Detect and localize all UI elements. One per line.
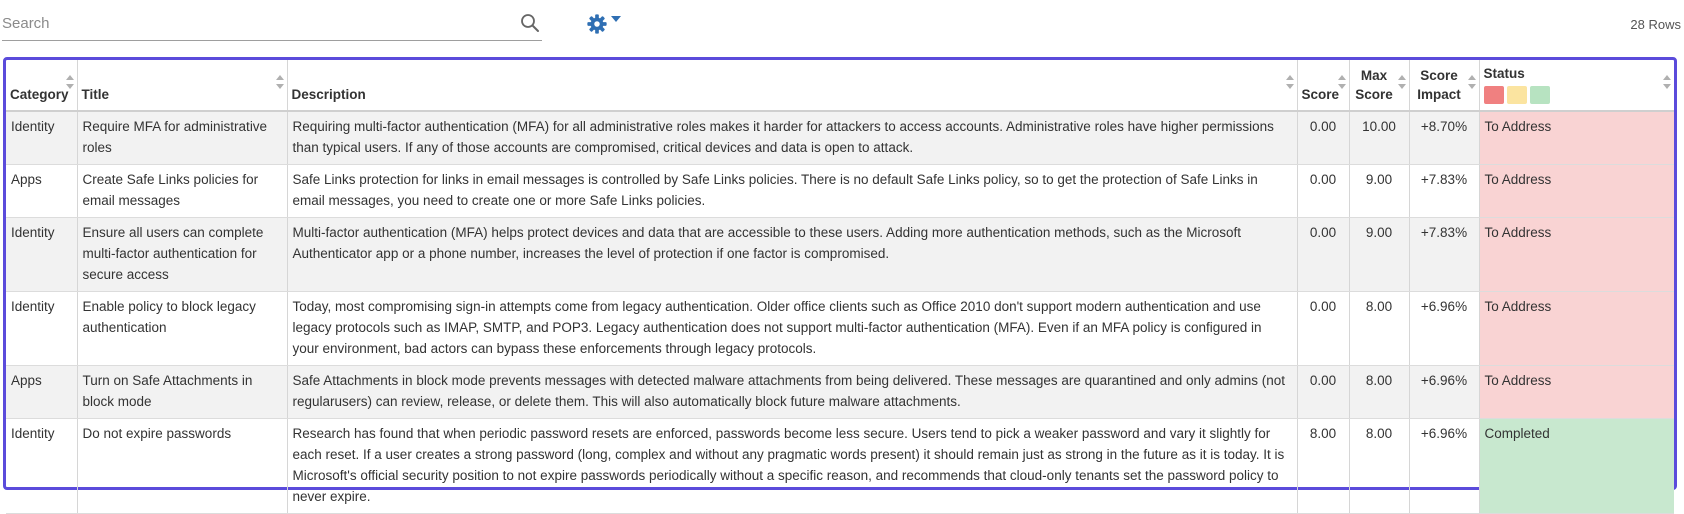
- header-row: [6, 60, 1674, 111]
- column-header-status[interactable]: Status: [1479, 60, 1674, 111]
- cell-description: Requiring multi-factor authentication (MFA) for all administrative roles makes it harder for attackers to access accounts. Administrative roles have higher permissions than typical users. If any of those accounts are compromised, critical devices and data is open to attack.: [287, 111, 1297, 165]
- sort-icon[interactable]: [1398, 74, 1406, 90]
- cell-category: Apps: [6, 366, 77, 419]
- sort-icon[interactable]: [1286, 74, 1294, 90]
- cell-score: 0.00: [1297, 218, 1349, 292]
- cell-status: To Address: [1479, 165, 1674, 218]
- cell-score-impact: +7.83%: [1409, 165, 1479, 218]
- cell-title: Require MFA for administrative roles: [77, 111, 287, 165]
- cell-score: 8.00: [1297, 419, 1349, 514]
- table-row[interactable]: [6, 366, 1674, 419]
- cell-score: 0.00: [1297, 366, 1349, 419]
- cell-title: Do not expire passwords: [77, 419, 287, 514]
- cell-title: Create Safe Links policies for email messages: [77, 165, 287, 218]
- cell-description: Today, most compromising sign-in attempts come from legacy authentication. Older office clients such as Office 2010 don't support modern authentication and use legacy protocols such as IMAP, SMTP, and POP3. Legacy authentication does not support multi-factor authentication (MFA). Even if an MFA policy is configured in your environment, bad actors can bypass these enforcements through legacy protocols.: [287, 292, 1297, 366]
- search-input[interactable]: [2, 8, 502, 38]
- column-header-score[interactable]: Score: [1297, 60, 1349, 111]
- settings-button[interactable]: [586, 12, 626, 36]
- sort-icon[interactable]: [66, 74, 74, 90]
- status-filter-completed[interactable]: [1530, 86, 1550, 104]
- cell-category: Identity: [6, 111, 77, 165]
- cell-max-score: 9.00: [1349, 218, 1409, 292]
- cell-max-score: 9.00: [1349, 165, 1409, 218]
- search-icon[interactable]: [520, 13, 540, 33]
- cell-max-score: 8.00: [1349, 292, 1409, 366]
- search-box: [2, 8, 542, 41]
- table-row[interactable]: [6, 419, 1674, 514]
- column-header-max-score[interactable]: Max Score: [1349, 60, 1409, 111]
- cell-status: To Address: [1479, 366, 1674, 419]
- table-row[interactable]: [6, 218, 1674, 292]
- cell-score-impact: +7.83%: [1409, 218, 1479, 292]
- cell-score: 0.00: [1297, 111, 1349, 165]
- cell-description: Multi-factor authentication (MFA) helps protect devices and data that are accessible to these users. Adding more authentication methods, such as the Microsoft Authenticator app or a phone number, increases the level of protection if one factor is compromised.: [287, 218, 1297, 292]
- column-header-score-impact[interactable]: Score Impact: [1409, 60, 1479, 111]
- table-row[interactable]: [6, 165, 1674, 218]
- cell-title: Turn on Safe Attachments in block mode: [77, 366, 287, 419]
- cell-score: 0.00: [1297, 165, 1349, 218]
- cell-score-impact: +8.70%: [1409, 111, 1479, 165]
- row-count: 28 Rows: [1630, 17, 1681, 32]
- sort-icon[interactable]: [1468, 74, 1476, 90]
- cell-status: To Address: [1479, 111, 1674, 165]
- status-filter-to-address[interactable]: [1484, 86, 1504, 104]
- cell-max-score: 8.00: [1349, 419, 1409, 514]
- cell-category: Apps: [6, 165, 77, 218]
- column-header-category[interactable]: Category: [6, 60, 77, 111]
- cell-status: To Address: [1479, 292, 1674, 366]
- cell-description: Safe Links protection for links in email messages is controlled by Safe Links policies. There is no default Safe Links policy, so to get the protection of Safe Links in email messages, you need to create one or more Safe Links policies.: [287, 165, 1297, 218]
- table-body: [6, 111, 1674, 514]
- sort-icon[interactable]: [1663, 74, 1671, 90]
- cell-status: Completed: [1479, 419, 1674, 514]
- cell-score-impact: +6.96%: [1409, 419, 1479, 514]
- cell-score: 0.00: [1297, 292, 1349, 366]
- status-filter-in-progress[interactable]: [1507, 86, 1527, 104]
- sort-icon[interactable]: [1338, 74, 1346, 90]
- cell-description: Safe Attachments in block mode prevents messages with detected malware attachments from being delivered. These messages are quarantined and only admins (not regularusers) can review, release, or delete them. This will also automatically block future malware attachments.: [287, 366, 1297, 419]
- cell-max-score: 8.00: [1349, 366, 1409, 419]
- scorecard-table: [3, 57, 1677, 504]
- column-header-description[interactable]: Description: [287, 60, 1297, 111]
- table-row[interactable]: [6, 111, 1674, 165]
- cell-category: Identity: [6, 419, 77, 514]
- sort-icon[interactable]: [276, 74, 284, 90]
- cell-description: Research has found that when periodic password resets are enforced, passwords become less secure. Users tend to pick a weaker password and vary it slightly for each reset. If a user creates a strong password (long, complex and without any pragmatic words present) it should remain just as strong in the future as it is today. It is Microsoft's official security position to not expire passwords periodically without a specific reason, and recommends that cloud-only tenants set the password policy to never expire.: [287, 419, 1297, 514]
- status-filter-chips: [1484, 86, 1671, 104]
- cell-category: Identity: [6, 292, 77, 366]
- cell-score-impact: +6.96%: [1409, 292, 1479, 366]
- cell-max-score: 10.00: [1349, 111, 1409, 165]
- column-header-title[interactable]: Title: [77, 60, 287, 111]
- cell-title: Enable policy to block legacy authentication: [77, 292, 287, 366]
- toolbar: [0, 0, 1684, 52]
- cell-status: To Address: [1479, 218, 1674, 292]
- data-table: [6, 60, 1674, 514]
- cell-title: Ensure all users can complete multi-factor authentication for secure access: [77, 218, 287, 292]
- cell-category: Identity: [6, 218, 77, 292]
- table-row[interactable]: [6, 292, 1674, 366]
- cell-score-impact: +6.96%: [1409, 366, 1479, 419]
